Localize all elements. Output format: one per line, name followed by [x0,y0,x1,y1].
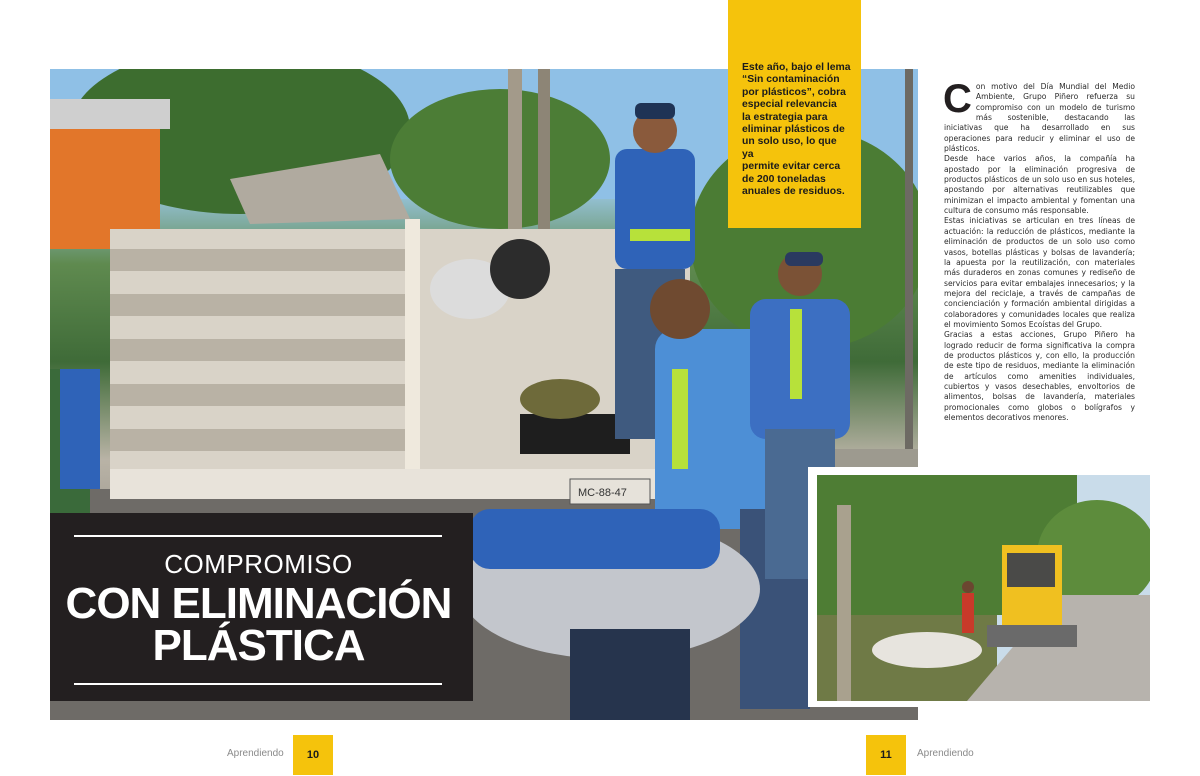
article-paragraph: Desde hace varios años, la compañía ha apostado por la eliminación progresiva de productos plásticos de un solo uso en sus hoteles, apostando por alternativas reutilizables que minimizan el impacto ambiental y fomentan una cultura de consumo más responsable. [944,154,1135,216]
article-paragraph-text: on motivo del Día Mundial del Medio Ambiente, Grupo Piñero refuerza su compromiso con un modelo de turismo más sostenible, destacando las iniciativas que ha desarrollado en sus operaciones para reducir y eliminar el uso de plásticos. [944,82,1135,154]
footer-section-right: Aprendiendo [917,748,974,759]
quote-line: eliminar plásticos de [742,124,845,136]
page-title [50,579,467,670]
quote-line: Este año, bajo el lema [742,62,851,73]
inset-photo [817,475,1150,701]
quote-line: de 200 toneladas [742,173,826,185]
title-rule-top [74,535,442,537]
quote-line: la estrategia para [742,111,828,123]
page-number-right: 11 [866,735,906,775]
title-rule-bottom [74,683,442,685]
road-cleanup-illustration [817,475,1150,701]
quote-line: “Sin contaminación [742,74,840,86]
article-body [943,77,1135,423]
article-paragraph: Estas iniciativas se articulan en tres líneas de actuación: la reducción de plásticos, mediante la eliminación de productos de un solo uso como vasos, botellas plásticas y bolsas de lavandería; la apuesta por la reutilización, con materiales más duraderos en zonas comunes y rediseño de servicios para evitar embalajes innecesarios; y la mejora del reciclaje, a través de campañas de concienciación y formación ambiental dirigidas a colaboradores y comunidades locales que realiza el movimiento Somos Ecoístas del Grupo. [944,216,1135,329]
page-number-left: 10 [293,735,333,775]
title-line-2: PLÁSTICA [152,621,365,670]
footer-section-left: Aprendiendo [227,748,284,759]
quote-line: especial relevancia [742,99,837,111]
title-line-1: CON ELIMINACIÓN [65,579,452,628]
title-box [50,513,473,701]
quote-line: un solo uso, lo que ya [742,136,837,160]
article-paragraph [943,77,1135,154]
quote-line: por plásticos”, cobra [742,86,846,98]
title-kicker: COMPROMISO [164,549,353,579]
truck-plate: MC-88-47 [578,487,627,499]
quote-line: anuales de residuos. [742,186,845,198]
drop-cap: C [943,77,972,121]
pull-quote-box [728,0,861,228]
pull-quote [742,62,851,198]
quote-line: permite evitar cerca [742,161,841,173]
article-paragraph: Gracias a estas acciones, Grupo Piñero ha logrado reducir de forma significativa la compra de productos plásticos y, con ello, la producción de este tipo de residuos, mediante la eliminación de artículos como amenities individuales, cubiertos y vasos desechables, envoltorios de alimentos, bolsas de lavandería, materiales promocionales como globos o bolígrafos y elementos decorativos menores. [944,330,1135,422]
